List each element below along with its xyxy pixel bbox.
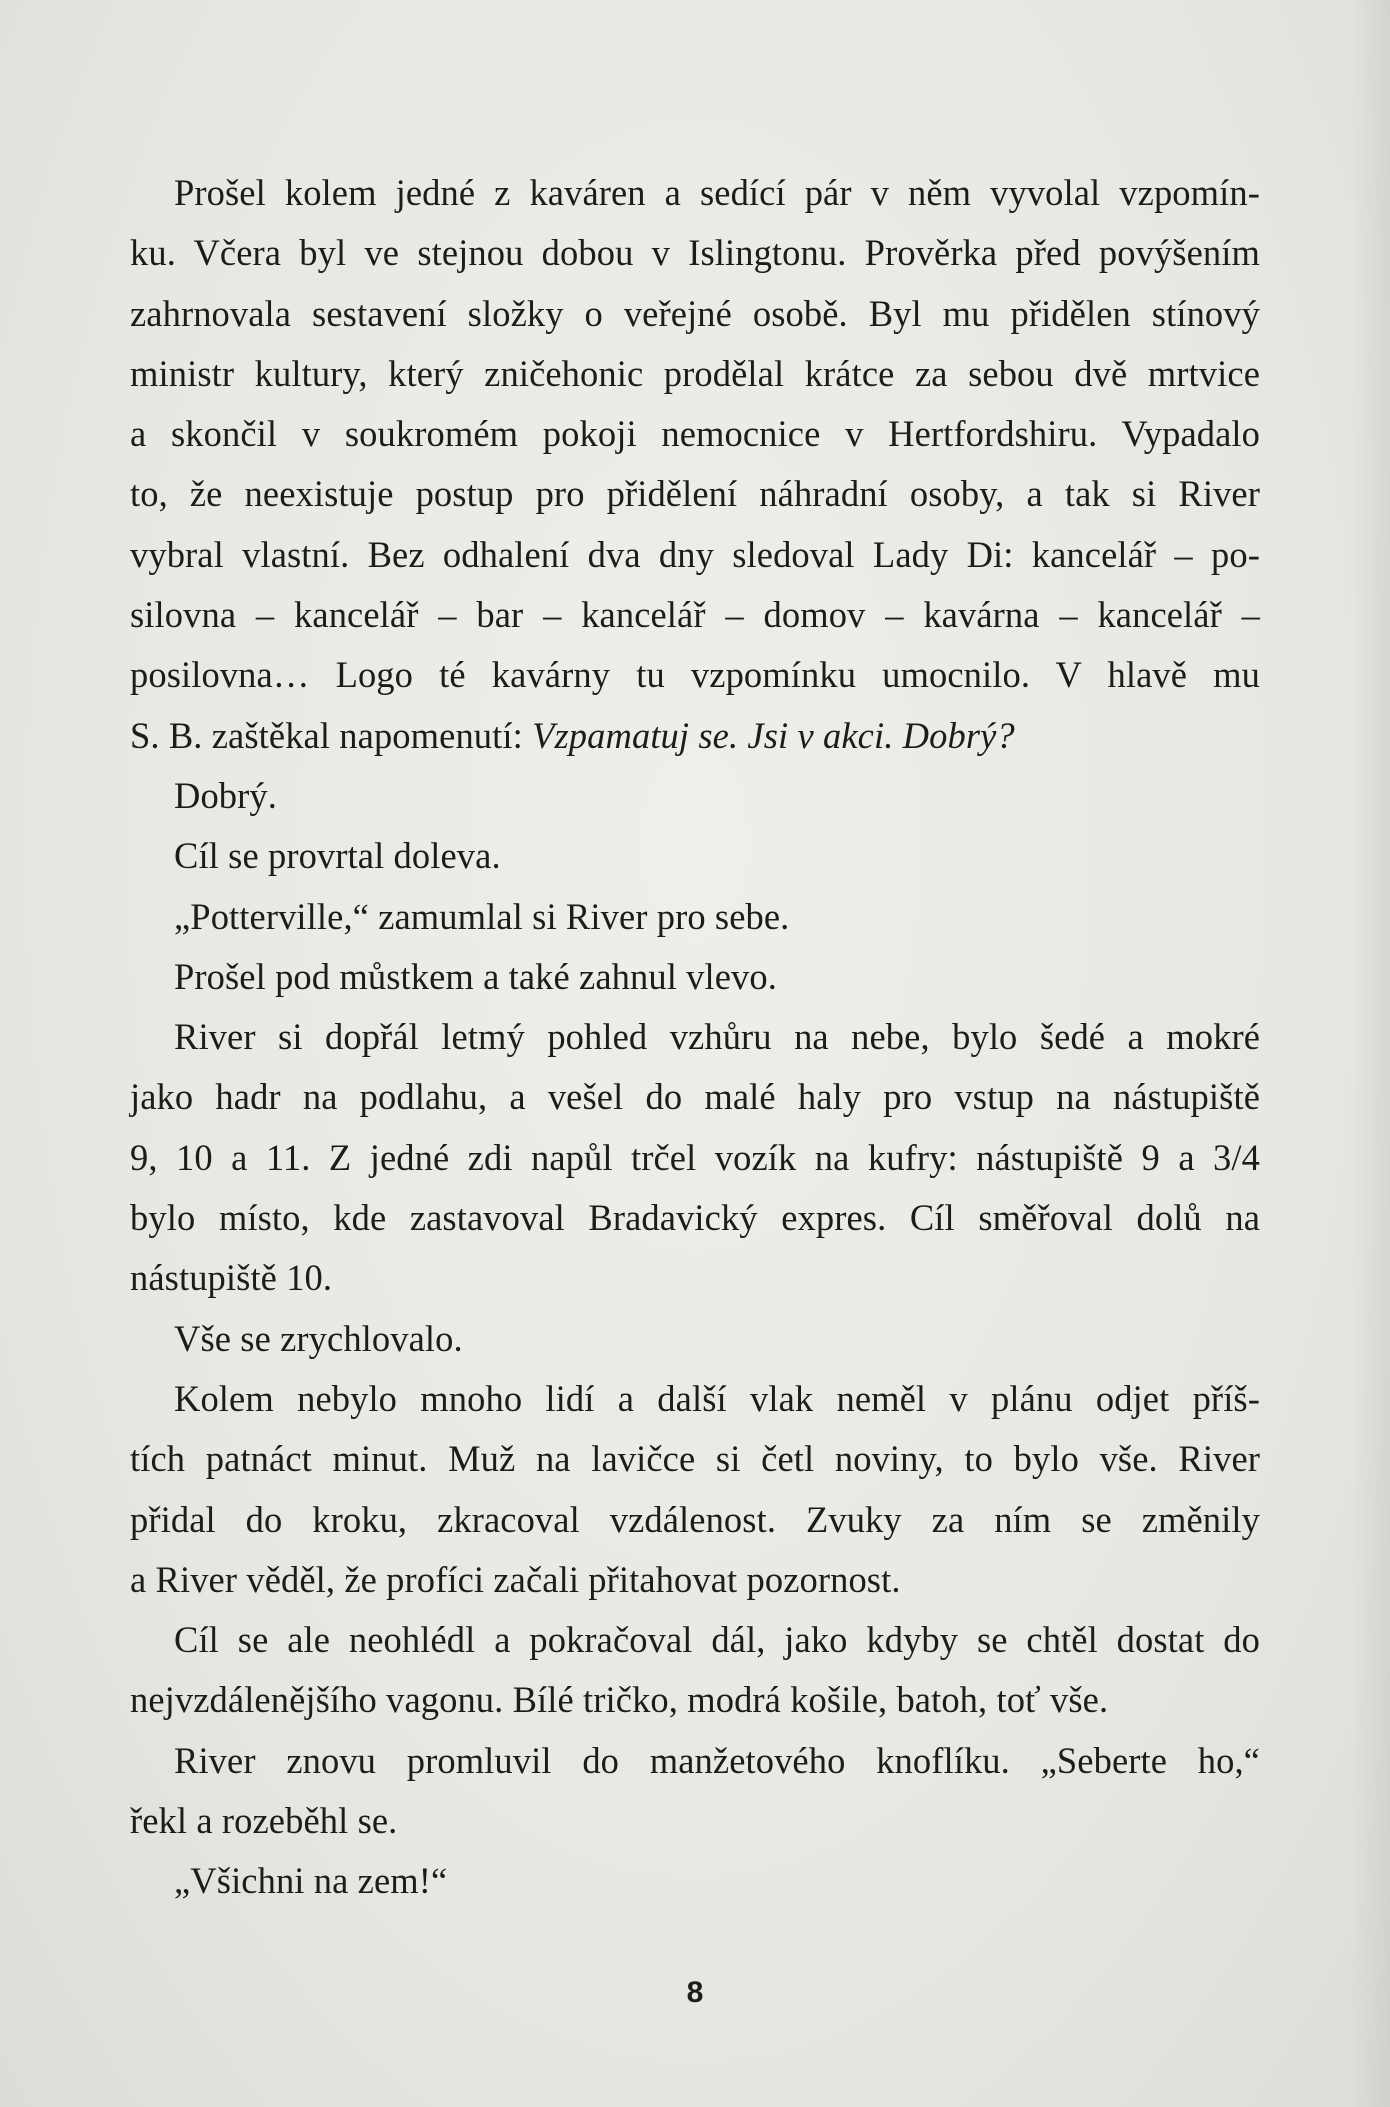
text-line: Cíl se provrtal doleva. (174, 835, 501, 877)
text-line: Prošel kolem jedné z kaváren a sedící pár v něm vyvolal vzpomín- (174, 172, 1260, 213)
text-line: nejvzdálenějšího vagonu. Bílé tričko, modrá košile, batoh, toť vše. (130, 1679, 1109, 1721)
page-number: 8 (686, 1976, 704, 2009)
paragraph (130, 1007, 1260, 1308)
text-line: zahrnovala sestavení složky o veřejné osobě. Byl mu přidělen stínový (130, 292, 1260, 334)
paragraph (130, 1851, 1260, 1911)
text-line: 9, 10 a 11. Z jedné zdi napůl trčel vozík na kufry: nástupiště 9 a 3/4 (130, 1136, 1260, 1178)
text-line: tích patnáct minut. Muž na lavičce si četl noviny, to bylo vše. River (130, 1438, 1260, 1480)
text-line: vybral vlastní. Bez odhalení dva dny sledoval Lady Di: kancelář – po- (130, 533, 1260, 575)
paragraph (130, 1309, 1260, 1369)
paragraph (130, 163, 1260, 766)
paragraph (130, 947, 1260, 1007)
text-line: Vše se zrychlovalo. (174, 1317, 463, 1359)
text-line: bylo místo, kde zastavoval Bradavický expres. Cíl směřoval dolů na (130, 1197, 1260, 1239)
paragraph (130, 1731, 1260, 1852)
text-line: Dobrý. (174, 774, 277, 816)
italic-quote: Vzpamatuj se. Jsi v akci. Dobrý? (532, 714, 1015, 756)
paragraph (130, 1369, 1260, 1610)
text-line: silovna – kancelář – bar – kancelář – domov – kavárna – kancelář – (130, 594, 1260, 636)
text-line: posilovna… Logo té kavárny tu vzpomínku umocnilo. V hlavě mu (130, 654, 1260, 696)
text-line: přidal do kroku, zkracoval vzdálenost. Zvuky za ním se změnily (130, 1498, 1260, 1540)
text-line: „Všichni na zem!“ (174, 1860, 448, 1902)
page-edge-shadow (1350, 0, 1390, 2107)
paragraph (130, 887, 1260, 947)
text-line: řekl a rozeběhl se. (130, 1800, 398, 1842)
text-line-prefix: S. B. zaštěkal napomenutí: (130, 714, 533, 756)
text-line: a skončil v soukromém pokoji nemocnice v Hertfordshiru. Vypadalo (130, 413, 1260, 455)
text-line: River si dopřál letmý pohled vzhůru na nebe, bylo šedé a mokré (174, 1016, 1260, 1058)
body-text (130, 163, 1260, 1912)
paragraph (130, 826, 1260, 886)
text-line: ku. Včera byl ve stejnou dobou v Islingtonu. Prověrka před povýšením (130, 232, 1260, 274)
text-line: River znovu promluvil do manžetového knoflíku. „Seberte ho,“ (174, 1739, 1260, 1781)
paragraph (130, 1610, 1260, 1731)
paragraph (130, 766, 1260, 826)
text-line: Prošel pod můstkem a také zahnul vlevo. (174, 955, 777, 997)
text-line: to, že neexistuje postup pro přidělení náhradní osoby, a tak si River (130, 473, 1260, 515)
text-line: ministr kultury, který zničehonic prodělal krátce za sebou dvě mrtvice (130, 352, 1260, 394)
text-line: a River věděl, že profíci začali přitahovat pozornost. (130, 1558, 901, 1600)
text-line: jako hadr na podlahu, a vešel do malé haly pro vstup na nástupiště (130, 1076, 1260, 1118)
text-line: nástupiště 10. (130, 1257, 333, 1299)
text-line (130, 706, 1260, 766)
text-line: Cíl se ale neohlédl a pokračoval dál, jako kdyby se chtěl dostat do (174, 1619, 1260, 1661)
text-line: „Potterville,“ zamumlal si River pro sebe. (174, 895, 790, 937)
text-line: Kolem nebylo mnoho lidí a další vlak neměl v plánu odjet příš- (174, 1377, 1260, 1419)
